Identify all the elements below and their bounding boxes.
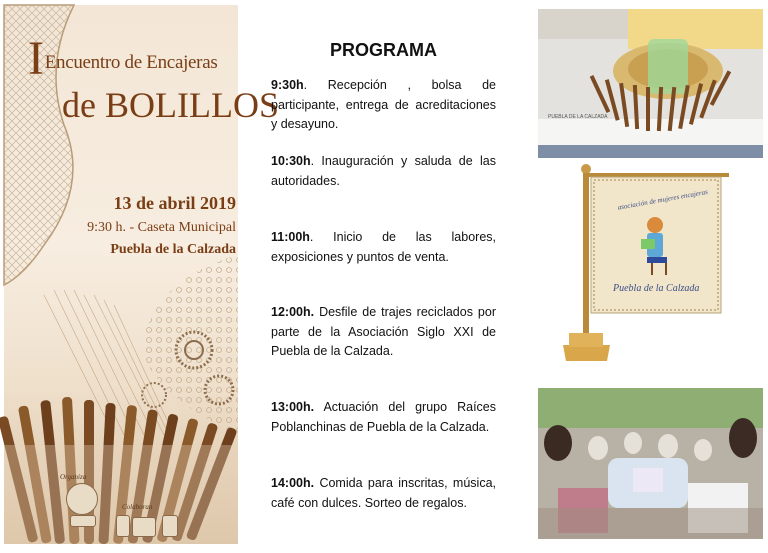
- title-line1: Encuentro de Encajeras: [44, 52, 218, 73]
- program-item-time: 11:00h: [271, 230, 310, 244]
- event-poster: [4, 5, 279, 544]
- event-town: Puebla de la Calzada: [110, 242, 236, 257]
- event-date: 13 de abril 2019: [113, 193, 236, 213]
- program-item: [271, 76, 496, 135]
- organizer-logo: [66, 483, 98, 515]
- program-title: PROGRAMA: [330, 40, 437, 60]
- poster-event-info: [76, 193, 236, 258]
- program-item-text: Comida para inscritas, música, café con dulces. Sorteo de regalos.: [271, 476, 496, 510]
- organiza-label: Organiza: [60, 473, 87, 481]
- poster-title: [28, 32, 279, 125]
- program-item: [271, 398, 496, 437]
- sponsor-crest-3: [162, 515, 178, 537]
- program-item-time: 9:30h: [271, 78, 304, 92]
- banner-arc-text: asociación de mujeres encajeras: [617, 187, 709, 212]
- title-line2: de BOLILLOS: [62, 85, 279, 125]
- crowd-illustration: [538, 388, 763, 539]
- title-initial: I: [28, 32, 44, 85]
- program-item: [271, 228, 496, 267]
- lace-pillow-photo: [538, 9, 763, 158]
- program-item-text: Actuación del grupo Raíces Poblanchinas de Puebla de la Calzada.: [271, 400, 496, 434]
- crowd-event-photo: [538, 388, 763, 539]
- program-item: [271, 303, 496, 362]
- banner-bottom-text: Puebla de la Calzada: [613, 283, 700, 294]
- organizer-logo-caption: [70, 515, 96, 527]
- table-label-text: PUEBLA DE LA CALZADA: [548, 114, 608, 120]
- program-item: [271, 474, 496, 513]
- program-item-time: 10:30h: [271, 154, 311, 168]
- program-item-text: Desfile de trajes reciclados por parte de la Asociación Siglo XXI de Puebla de la Calzada.: [271, 305, 496, 358]
- program-item-text: . Recepción , bolsa de participante, entrega de acreditaciones y desayuno.: [271, 78, 496, 131]
- program-item: [271, 152, 496, 191]
- association-banner-photo: [555, 165, 730, 365]
- program-item-time: 14:00h.: [271, 476, 315, 490]
- program-item-text: . Inauguración y saluda de las autoridades.: [271, 154, 496, 188]
- lace-pillow-illustration: [538, 9, 763, 158]
- colaboran-label: Colaboran: [122, 503, 153, 511]
- program-item-time: 12:00h.: [271, 305, 315, 319]
- program-item-text: . Inicio de las labores, exposiciones y puntos de venta.: [271, 230, 496, 264]
- event-time-place: 9:30 h. - Caseta Municipal: [87, 220, 236, 235]
- program-item-time: 13:00h.: [271, 400, 315, 414]
- sponsor-logo-2: [132, 517, 156, 537]
- sponsor-crest-1: [116, 515, 130, 537]
